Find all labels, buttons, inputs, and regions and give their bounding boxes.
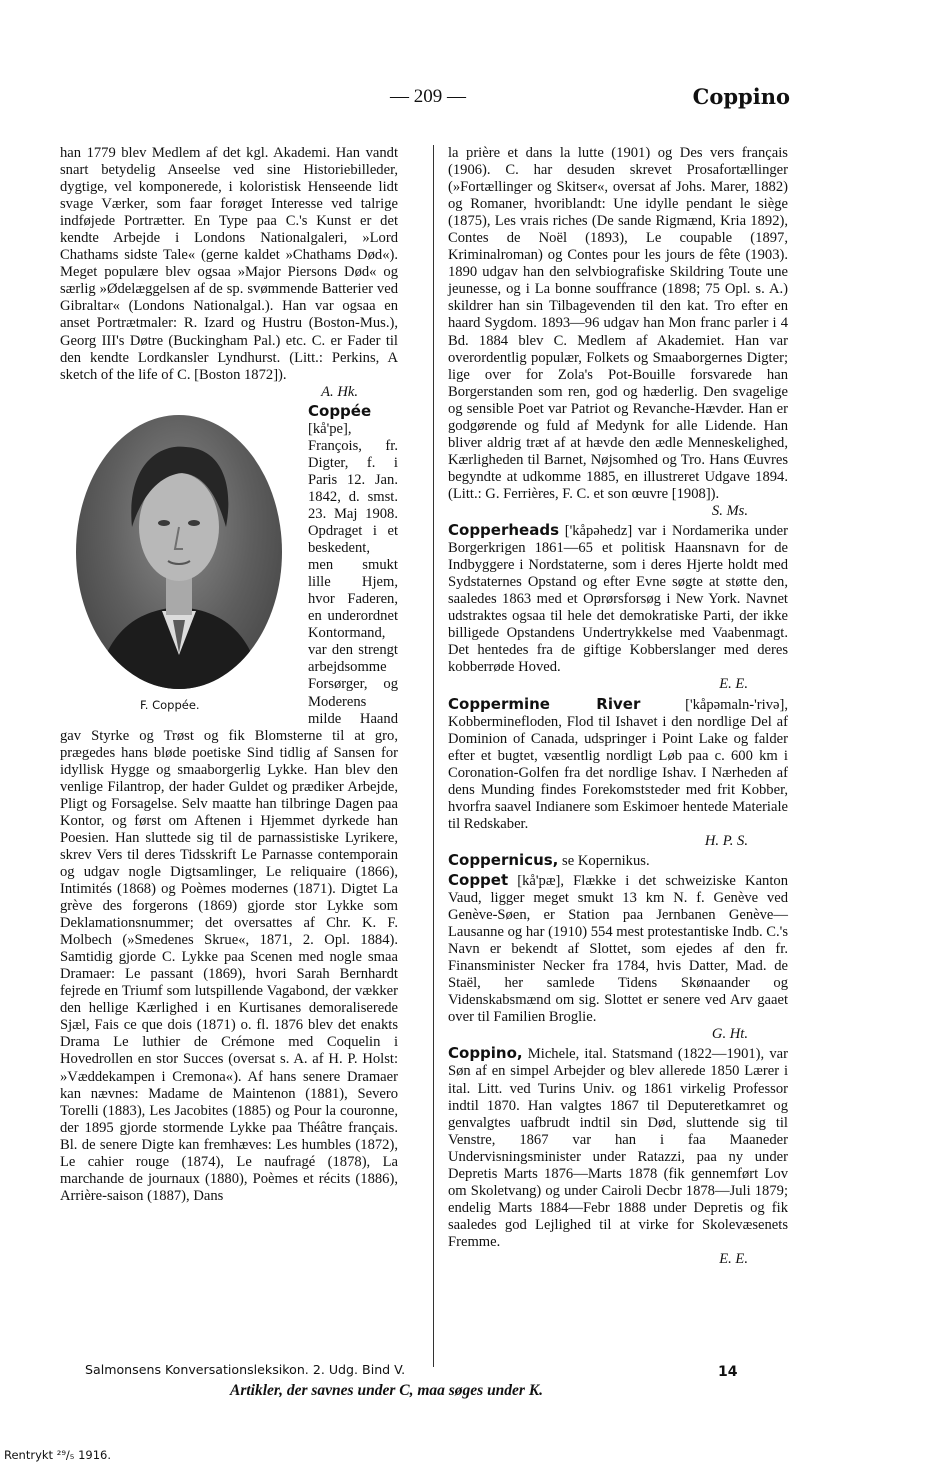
entry-text: se Kopernikus. bbox=[562, 852, 650, 869]
page-number: — 209 — bbox=[390, 86, 466, 107]
headword-copperheads: Copperheads bbox=[448, 521, 559, 540]
author-signature: G. Ht. bbox=[711, 1026, 748, 1043]
entry-text: la prière et dans la lutte (1901) og Des vers français (1906). C. har desuden skrevet Prosafortællinger (»Fortællinger og Skitser«, oversat af Johs. Marer, 1882) og Romaner, hvoriblandt: Une idylle pendant le siège (1875), Les vrais riches (De sande Rigmænd, Kria 1892), Contes de Noël (1893), Le coupable (1897, Kriminalroman) og Contes pour les jours de fête (1903). 1890 udgav han den selvbiografiske Skildring Toute une jeunesse, og i La bonne souffrance (1898; 75 Opl. s. A.) skildrer han sin Tilbagevenden til den kat. Tro efter en haard Sygdom. 1893—96 udgav han Mon franc parler i 4 Bd. 1884 blev C. Medlem af Akademiet. Han var overordentlig populær, Folkets og Smaaborgernes Digter; lige over for Zola's Pot-Bouille forsvarede han Borgerstanden som ren, god og hæderlig. Den svagelige og sensible Poet var Patriot og Revanche-Hævder. Han er godgørende og fuld af Medynk for alle Lidende. Han bliver aldrig træt af at hævde den ædle Menneskelighed, Kærligheden til Barnet, Nøjsomhed og Tro. Hans Œuvres begyndte at udkomme 1885, en illustreret Udgave 1894. (Litt.: G. Ferrières, F. C. et son œuvre [1908]). bbox=[448, 145, 788, 502]
right-column bbox=[448, 145, 788, 1268]
headword-coppino: Coppino, bbox=[448, 1044, 523, 1063]
footer-notice: Artikler, der savnes under C, maa søges under K. bbox=[230, 1382, 544, 1399]
headword-coppernicus: Coppernicus, bbox=[448, 850, 559, 869]
left-column bbox=[60, 145, 398, 1205]
column-divider bbox=[433, 145, 434, 1367]
entry-text: ['kåpəhedz] var i Nordamerika under Borgerkrigen 1861—65 et politisk Haansnavn for de Indbyggere i Nordstaterne, som i deres Hjerte holdt med Sydstaternes Opstand og efter Evne søgte at støtte den, saaledes 1863 med et Oprørsforsøg i New York. Navnet udstraktes ogsaa til hele det demokratiske Parti, der ikke billigede Opstandens Undertrykkelse med Vaabenmagt. Det hentedes fra de giftige Kobberslanger med deres kobberrøde Hoved. bbox=[448, 523, 788, 676]
entry-copley-continuation bbox=[60, 145, 398, 401]
portrait-image bbox=[76, 415, 282, 689]
portrait-figure bbox=[60, 407, 300, 727]
entry-text: [kå'pæ], Flække i det schweiziske Kanton Vaud, ligger meget smukt 13 km N. f. Genève ved Genève-Søen, er Station paa Jernbanen Genève—Lausanne og har (1910) 554 mest protestantiske Indb. C.'s Navn er bekendt af Slottet, som ejedes af den fr. Finansminister Necker fra 1784, hvis Datter, Mad. de Staël, her samlede Tidens Skønaander og Videnskabsmænd om sig. Slottet er senere ved Arv gaaet over til Familien Broglie. bbox=[448, 872, 788, 1026]
entry-coppino bbox=[448, 1045, 788, 1268]
entry-text: [kå'pe], François, fr. Digter, f. i Paris 12. Jan. 1842, d. smst. 23. Maj 1908. Opdraget i et beskedent, men smukt lille Hjem, hvor Faderen, en underordnet Kontormand, var den strengt arbejdsomme Forsørger, og Moderens milde Haand gav Styrke og Trøst og fik Blomsterne til at gro, prægedes hans bløde poetiske Sind tidlig af Sansen for idyllisk Hygge og smaaborgerlig Lykke. Han blev den venlige Filantrop, der hader Guldet og prædiker Arbejde, Pligt og Forsagelse. Selv maatte han tilbringe Dagen paa Kontor, og først om Aftenen i Hjemmet dyrkede han Poesien. Han sluttede sig til de parnassistiske Lyrikere, skrev Vers til deres Tidsskrift Le Parnasse contemporain og udgav nogle Digtsamlinger, Le reliquaire (1866), Intimités (1868) og Poèmes modernes (1871). Digtet La grève des forgerons (1869) gjorde stor Lykke som Deklamationsnummer; det oversattes af Chr. K. F. Molbech (»Smedenes Skrue«, 1871, 2. Opl. 1884). Samtidig gjorde C. Lykke paa Scenen med nogle smaa Dramaer: Le passant (1869), hvori Sarah Bernhardt fejrede en Triumf som lutspillende Vagabond, der vækker den hellige Kærlighed i en Kurtisanes demoraliserede Sjæl, Fais ce que dois (1871) o. fl. 1876 blev det enakts Drama Le luthier de Crémone med Coquelin i Hovedrollen en stor Succes (oversat s. A. af H. P. Holst: »Væddekampen i Cremona«). Af hans senere Dramaer kan nævnes: Madame de Maintenon (1881), Severo Torelli (1883), Les Jacobites (1885) og Pour la couronne, der 1895 gjorde stormende Lykke paa Théâtre français. Bl. de senere Digte kan fremhæves: Les humbles (1872), Le cahier rouge (1874), Le naufragé (1878), La marchande de journaux (1880), Poèmes et récits (1886), Arrière-saison (1887), Dans bbox=[60, 420, 398, 1204]
entry-text: ['kåpəmaln-'rivə], Kobberminefloden, Flod til Ishavet i den nordlige Del af Dominion of Canada, udspringer i Point Lake og falder efter et bugtet, væsentlig nordligt Løb paa c. 600 km i Coronation-Golfen fra det nordlige Ishav. I Nærheden af dens Munding findes Forekomststeder med frit Kobber, hvorfra saavel Indianere som Eskimoer hentede Materiale til Redskaber. bbox=[448, 696, 788, 832]
portrait-caption: F. Coppée. bbox=[140, 697, 200, 712]
headword-coppermine-river: Coppermine River bbox=[448, 694, 641, 713]
colophon: Salmonsens Konversationsleksikon. 2. Udg. Bind V. bbox=[85, 1362, 406, 1377]
author-signature: A. Hk. bbox=[321, 383, 358, 400]
entry-coppee-continued bbox=[448, 145, 788, 520]
entry-coppermine-river bbox=[448, 696, 788, 850]
author-signature: E. E. bbox=[719, 676, 748, 693]
headword-coppee: Coppée bbox=[308, 401, 372, 420]
page-header bbox=[60, 84, 790, 112]
entry-coppee bbox=[60, 403, 398, 1205]
entry-coppet bbox=[448, 872, 788, 1043]
author-signature: S. Ms. bbox=[711, 502, 748, 519]
sheet-number: 14 bbox=[718, 1364, 738, 1380]
running-head: Coppino bbox=[692, 84, 790, 109]
author-signature: E. E. bbox=[719, 1251, 748, 1267]
author-signature: H. P. S. bbox=[704, 832, 748, 849]
entry-copperheads bbox=[448, 522, 788, 693]
entry-text: Michele, ital. Statsmand (1822—1901), var Søn af en simpel Arbejder og blev allerede 1850 Lærer i ital. Litt. ved Turins Univ. og 1861 virkelig Professor indtil 1870. Han valgtes 1867 til Deputeretkamret og genvalgtes uafbrudt indtil sin Død, sluttende sig til Venstre, 1867 var han i faa Maaneder Undervisningsminister under Ratazzi, paa ny under Depretis Marts 1876—Marts 1878 (fik gennemført Lov om Skoletvang) og under Cairoli Decbr 1878—Juli 1879; endelig Marts 1884—Febr 1888 under Depretis og fik saaledes god Lejlighed til at virke for Skolevæsenets Fremme. bbox=[448, 1046, 788, 1250]
entry-text: han 1779 blev Medlem af det kgl. Akademi. Han vandt snart betydelig Anseelse ved sine Historiebilleder, dygtige, vel komponerede, i koloristisk Henseende lidt svage Værker, som faar forøget Interesse ved talrige indføjede Portrætter. En Type paa C.'s Kunst er det kendte Arbejde i Londons Nationalgaleri, »Lord Chathams sidste Tale« (gerne kaldet »Chathams Død«). Meget populære blev ogsaa »Major Piersons Død« og særlig »Ødelæggelsen af de sp. svømmende Batterier ved Gibraltar« (Londons Nationalgal.). Han var ogsaa en anset Portrætmaler: R. Izard og Hustru (Boston-Mus.), Georg III's Døtre (Buckingham Pal.) etc. C. er Fader til den kendte Lordkansler Lyndhurst. (Litt.: Perkins, A sketch of the life of C. [Boston 1872]). bbox=[60, 145, 398, 383]
entry-coppernicus bbox=[448, 852, 788, 870]
headword-coppet: Coppet bbox=[448, 870, 509, 889]
reprint-note: Rentrykt ²⁹/₅ 1916. bbox=[4, 1448, 111, 1462]
